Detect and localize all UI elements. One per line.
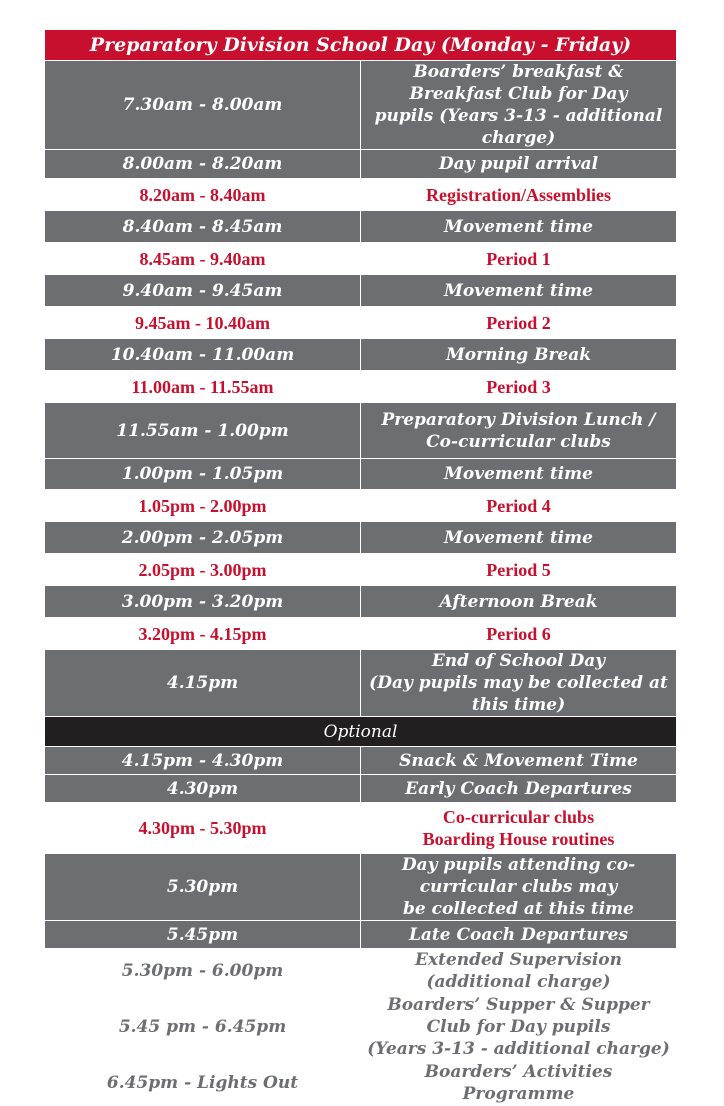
time-cell: 1.05pm - 2.00pm	[45, 490, 361, 522]
time-cell: 3.20pm - 4.15pm	[45, 618, 361, 650]
activity-cell	[361, 854, 677, 921]
activity-line: Movement time	[444, 527, 593, 548]
table-row	[45, 339, 677, 371]
table-row	[45, 650, 677, 717]
activity-cell	[361, 403, 677, 459]
activity-cell	[361, 211, 677, 243]
activity-cell	[361, 61, 677, 150]
activity-cell	[361, 650, 677, 717]
time-cell: 4.15pm - 4.30pm	[45, 747, 361, 775]
activity-line: Period 3	[486, 376, 551, 397]
activity-line: Early Coach Departures	[405, 778, 632, 799]
table-row	[45, 994, 677, 1061]
activity-cell	[361, 522, 677, 554]
table-row	[45, 949, 677, 994]
activity-line: Preparatory Division Lunch /	[381, 409, 656, 430]
table-row	[45, 211, 677, 243]
activity-cell	[361, 994, 677, 1061]
activity-cell	[361, 618, 677, 650]
activity-cell	[361, 1061, 677, 1106]
activity-cell	[361, 150, 677, 179]
activity-cell	[361, 307, 677, 339]
activity-line: pupils (Years 3-13 - additional charge)	[374, 106, 663, 148]
table-row	[45, 554, 677, 586]
school-day-timetable	[44, 29, 677, 1106]
activity-line: Co-curricular clubs	[442, 807, 595, 827]
table-row	[45, 522, 677, 554]
activity-line: (Years 3-13 - additional charge)	[367, 1039, 670, 1059]
time-cell: 8.40am - 8.45am	[45, 211, 361, 243]
time-cell: 5.45 pm - 6.45pm	[45, 994, 361, 1061]
time-cell: 11.00am - 11.55am	[45, 371, 361, 403]
activity-cell	[361, 371, 677, 403]
table-row	[45, 150, 677, 179]
time-cell: 3.00pm - 3.20pm	[45, 586, 361, 618]
time-cell: 8.45am - 9.40am	[45, 243, 361, 275]
timetable-body	[45, 30, 677, 1106]
activity-cell	[361, 459, 677, 490]
table-row	[45, 586, 677, 618]
table-row	[45, 61, 677, 150]
activity-line: Co-curricular clubs	[426, 431, 611, 452]
activity-line: Late Coach Departures	[408, 924, 629, 945]
time-cell: 5.45pm	[45, 921, 361, 949]
activity-cell	[361, 554, 677, 586]
time-cell: 7.30am - 8.00am	[45, 61, 361, 150]
time-cell: 1.00pm - 1.05pm	[45, 459, 361, 490]
activity-cell	[361, 275, 677, 307]
optional-divider-row	[45, 717, 677, 747]
activity-line: Extended Supervision (additional charge)	[415, 950, 622, 992]
activity-line: Period 6	[486, 623, 551, 644]
time-cell: 6.45pm - Lights Out	[45, 1061, 361, 1106]
activity-line: Registration/Assemblies	[426, 184, 611, 205]
activity-line: Movement time	[444, 464, 593, 484]
activity-line: Day pupil arrival	[438, 154, 599, 174]
activity-line: Afternoon Break	[439, 591, 598, 612]
activity-cell	[361, 775, 677, 803]
activity-cell	[361, 747, 677, 775]
activity-line: be collected at this time	[403, 899, 634, 919]
table-row	[45, 618, 677, 650]
title-row	[45, 30, 677, 61]
activity-line: Boarders’ Activities Programme	[424, 1062, 613, 1104]
activity-cell	[361, 179, 677, 211]
activity-line: End of School Day	[431, 651, 606, 671]
activity-line: Boarders’ Supper & Supper Club for Day pupils	[387, 995, 650, 1037]
table-row	[45, 307, 677, 339]
table-title: Preparatory Division School Day (Monday - Friday)	[45, 30, 677, 61]
table-row	[45, 275, 677, 307]
activity-cell	[361, 949, 677, 994]
activity-line: Morning Break	[445, 344, 592, 365]
table-row	[45, 403, 677, 459]
activity-cell	[361, 803, 677, 854]
table-row	[45, 179, 677, 211]
activity-line: Period 5	[486, 559, 551, 580]
time-cell: 4.30pm - 5.30pm	[45, 803, 361, 854]
activity-cell	[361, 490, 677, 522]
activity-line: (Day pupils may be collected at this time)	[369, 673, 668, 715]
activity-line: Day pupils attending co-curricular clubs may	[401, 855, 636, 897]
time-cell: 4.30pm	[45, 775, 361, 803]
activity-cell	[361, 339, 677, 371]
activity-line: Boarders’ breakfast & Breakfast Club for Day	[409, 62, 628, 104]
time-cell: 11.55am - 1.00pm	[45, 403, 361, 459]
time-cell: 8.00am - 8.20am	[45, 150, 361, 179]
table-row	[45, 459, 677, 490]
table-row	[45, 803, 677, 854]
activity-cell	[361, 586, 677, 618]
time-cell: 2.00pm - 2.05pm	[45, 522, 361, 554]
table-row	[45, 490, 677, 522]
optional-heading: Optional	[45, 717, 677, 747]
time-cell: 2.05pm - 3.00pm	[45, 554, 361, 586]
time-cell: 8.20am - 8.40am	[45, 179, 361, 211]
activity-line: Boarding House routines	[422, 829, 615, 849]
table-row	[45, 775, 677, 803]
time-cell: 4.15pm	[45, 650, 361, 717]
time-cell: 5.30pm - 6.00pm	[45, 949, 361, 994]
time-cell: 10.40am - 11.00am	[45, 339, 361, 371]
activity-cell	[361, 921, 677, 949]
table-row	[45, 243, 677, 275]
activity-cell	[361, 243, 677, 275]
activity-line: Period 4	[486, 495, 551, 516]
activity-line: Movement time	[444, 280, 593, 301]
table-row	[45, 747, 677, 775]
time-cell: 9.45am - 10.40am	[45, 307, 361, 339]
time-cell: 5.30pm	[45, 854, 361, 921]
activity-line: Period 1	[486, 248, 551, 269]
table-row	[45, 1061, 677, 1106]
activity-line: Snack & Movement Time	[399, 750, 638, 771]
activity-line: Period 2	[486, 312, 551, 333]
time-cell: 9.40am - 9.45am	[45, 275, 361, 307]
table-row	[45, 921, 677, 949]
table-row	[45, 854, 677, 921]
table-row	[45, 371, 677, 403]
activity-line: Movement time	[444, 216, 593, 237]
